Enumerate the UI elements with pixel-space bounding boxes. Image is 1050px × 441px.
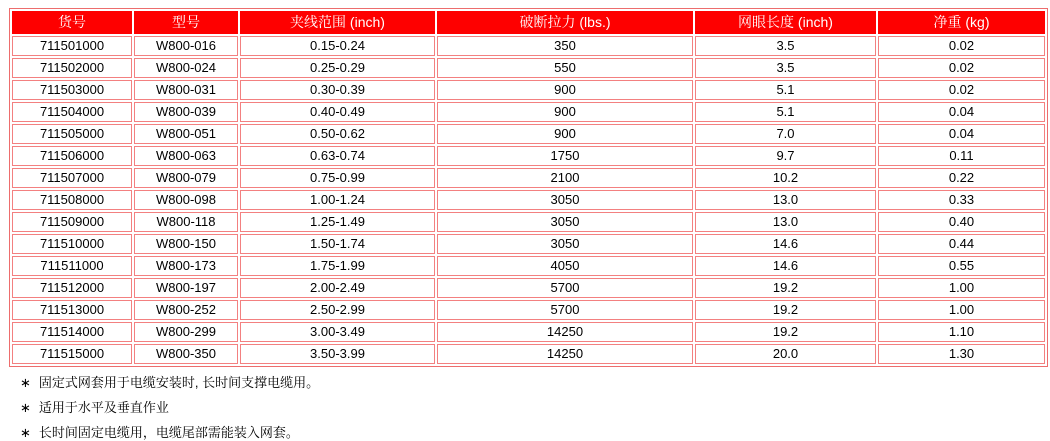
table-cell: 0.22 <box>878 168 1045 188</box>
table-row <box>12 322 1045 342</box>
table-cell: 14.6 <box>695 256 876 276</box>
table-cell: 0.63-0.74 <box>240 146 435 166</box>
table-cell: 10.2 <box>695 168 876 188</box>
table-cell: 3050 <box>437 190 693 210</box>
table-cell: 711508000 <box>12 190 132 210</box>
table-row <box>12 58 1045 78</box>
table-cell: W800-051 <box>134 124 238 144</box>
table-cell: 1.10 <box>878 322 1045 342</box>
table-cell: 19.2 <box>695 278 876 298</box>
table-cell: 9.7 <box>695 146 876 166</box>
table-cell: 711513000 <box>12 300 132 320</box>
table-cell: W800-299 <box>134 322 238 342</box>
table-row <box>12 124 1045 144</box>
table-cell: 1.75-1.99 <box>240 256 435 276</box>
column-header-1: 货号 <box>12 11 132 34</box>
table-cell: 13.0 <box>695 212 876 232</box>
table-cell: 711501000 <box>12 36 132 56</box>
table-row <box>12 80 1045 100</box>
table-cell: 7.0 <box>695 124 876 144</box>
table-cell: 1.30 <box>878 344 1045 364</box>
table-cell: W800-197 <box>134 278 238 298</box>
notes <box>20 375 1050 441</box>
table-cell: 350 <box>437 36 693 56</box>
table-cell: 711503000 <box>12 80 132 100</box>
table-row <box>12 234 1045 254</box>
table-cell: 2.00-2.49 <box>240 278 435 298</box>
table-cell: 3050 <box>437 234 693 254</box>
table-row <box>12 146 1045 166</box>
column-header-5: 网眼长度 (inch) <box>695 11 876 34</box>
table-cell: 900 <box>437 102 693 122</box>
table-cell: 1.00 <box>878 278 1045 298</box>
column-header-4: 破断拉力 (lbs.) <box>437 11 693 34</box>
table-cell: 14250 <box>437 344 693 364</box>
table-cell: 0.40-0.49 <box>240 102 435 122</box>
note-text: 长时间固定电缆用，电缆尾部需能装入网套。 <box>38 425 299 440</box>
table-cell: 19.2 <box>695 300 876 320</box>
table-cell: W800-039 <box>134 102 238 122</box>
column-header-6: 净重 (kg) <box>878 11 1045 34</box>
table-cell: 0.75-0.99 <box>240 168 435 188</box>
asterisk-marker: ∗ <box>20 425 31 440</box>
table-cell: 5700 <box>437 300 693 320</box>
table-cell: 0.44 <box>878 234 1045 254</box>
note-item <box>20 425 1050 441</box>
table-cell: 1.00 <box>878 300 1045 320</box>
table-cell: 2100 <box>437 168 693 188</box>
table-cell: 0.02 <box>878 36 1045 56</box>
header-row <box>12 11 1045 34</box>
table-cell: W800-350 <box>134 344 238 364</box>
table-cell: W800-024 <box>134 58 238 78</box>
table-cell: 1.50-1.74 <box>240 234 435 254</box>
column-header-2: 型号 <box>134 11 238 34</box>
asterisk-marker: ∗ <box>20 400 31 415</box>
asterisk-marker: ∗ <box>20 375 31 390</box>
table-cell: 711506000 <box>12 146 132 166</box>
note-item <box>20 400 1050 416</box>
table-row <box>12 36 1045 56</box>
table-cell: 13.0 <box>695 190 876 210</box>
table-cell: 5700 <box>437 278 693 298</box>
table-cell: 0.02 <box>878 80 1045 100</box>
table-cell: 0.04 <box>878 124 1045 144</box>
table-cell: 3.50-3.99 <box>240 344 435 364</box>
table-cell: 3050 <box>437 212 693 232</box>
table-row <box>12 256 1045 276</box>
table-cell: 0.30-0.39 <box>240 80 435 100</box>
table-cell: 711514000 <box>12 322 132 342</box>
table-cell: 711511000 <box>12 256 132 276</box>
table-cell: W800-150 <box>134 234 238 254</box>
table-row <box>12 102 1045 122</box>
column-header-3: 夹线范围 (inch) <box>240 11 435 34</box>
table-cell: 0.33 <box>878 190 1045 210</box>
table-cell: W800-118 <box>134 212 238 232</box>
table-cell: 14250 <box>437 322 693 342</box>
spec-table <box>9 8 1048 367</box>
note-item <box>20 375 1050 391</box>
table-cell: W800-098 <box>134 190 238 210</box>
table-row <box>12 212 1045 232</box>
table-cell: 711510000 <box>12 234 132 254</box>
table-row <box>12 168 1045 188</box>
table-cell: 0.55 <box>878 256 1045 276</box>
table-cell: 0.25-0.29 <box>240 58 435 78</box>
table-cell: 20.0 <box>695 344 876 364</box>
table-cell: 3.5 <box>695 58 876 78</box>
table-cell: 0.04 <box>878 102 1045 122</box>
table-cell: W800-252 <box>134 300 238 320</box>
table-cell: 0.02 <box>878 58 1045 78</box>
table-cell: W800-079 <box>134 168 238 188</box>
table-cell: 900 <box>437 124 693 144</box>
table-cell: 3.5 <box>695 36 876 56</box>
table-cell: 19.2 <box>695 322 876 342</box>
note-text: 适用于水平及垂直作业 <box>38 400 169 415</box>
table-cell: W800-063 <box>134 146 238 166</box>
table-cell: 1750 <box>437 146 693 166</box>
table-cell: 711509000 <box>12 212 132 232</box>
table-cell: 0.11 <box>878 146 1045 166</box>
table-row <box>12 278 1045 298</box>
table-cell: 4050 <box>437 256 693 276</box>
note-text: 固定式网套用于电缆安装时, 长时间支撑电缆用。 <box>38 375 320 390</box>
table-row <box>12 190 1045 210</box>
table-cell: 711515000 <box>12 344 132 364</box>
table-cell: 0.40 <box>878 212 1045 232</box>
table-cell: 3.00-3.49 <box>240 322 435 342</box>
table-cell: 711507000 <box>12 168 132 188</box>
table-cell: 14.6 <box>695 234 876 254</box>
table-row <box>12 344 1045 364</box>
table-body <box>12 36 1045 364</box>
table-cell: W800-173 <box>134 256 238 276</box>
table-cell: 550 <box>437 58 693 78</box>
table-cell: 711512000 <box>12 278 132 298</box>
table-row <box>12 300 1045 320</box>
table-cell: 1.25-1.49 <box>240 212 435 232</box>
table-cell: 2.50-2.99 <box>240 300 435 320</box>
table-cell: 900 <box>437 80 693 100</box>
table-cell: 5.1 <box>695 80 876 100</box>
table-cell: W800-016 <box>134 36 238 56</box>
table-cell: 0.50-0.62 <box>240 124 435 144</box>
table-cell: 1.00-1.24 <box>240 190 435 210</box>
table-cell: 711505000 <box>12 124 132 144</box>
table-cell: W800-031 <box>134 80 238 100</box>
table-cell: 711504000 <box>12 102 132 122</box>
table-cell: 711502000 <box>12 58 132 78</box>
table-cell: 0.15-0.24 <box>240 36 435 56</box>
table-cell: 5.1 <box>695 102 876 122</box>
